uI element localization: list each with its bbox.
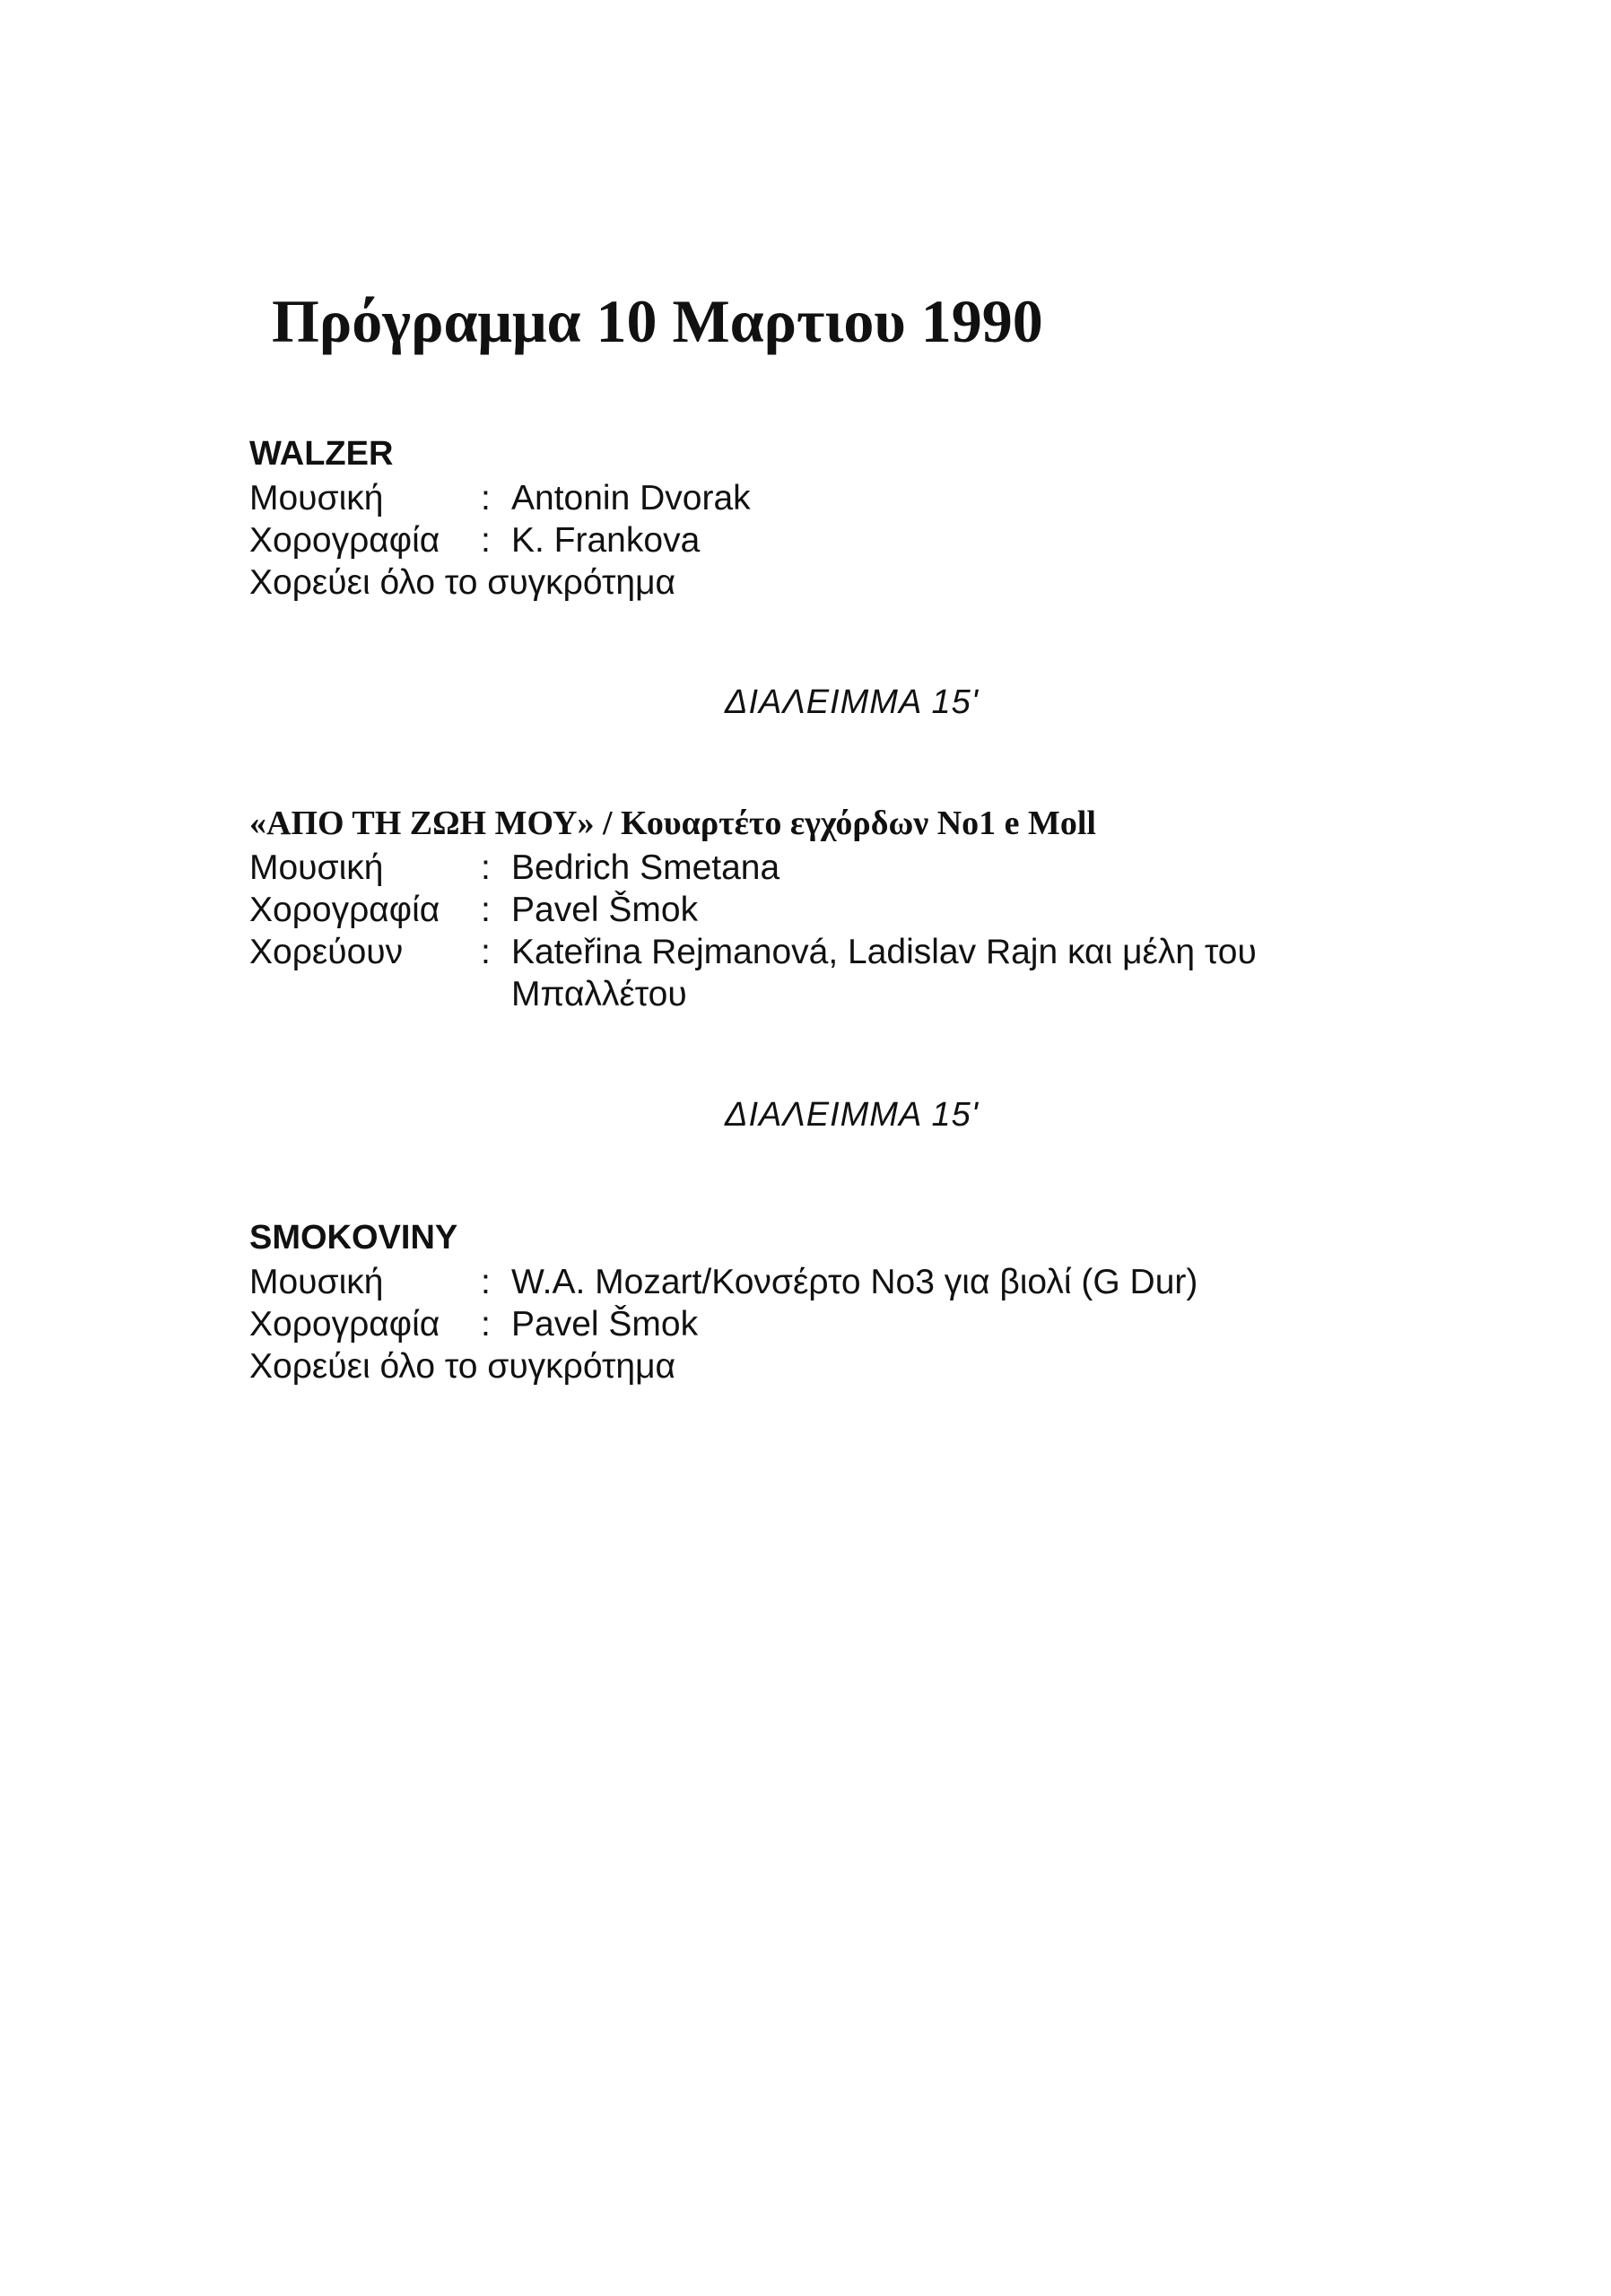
credit-row-music	[249, 847, 1408, 889]
page-title: Πρόγραμμα 10 Μαρτιου 1990	[272, 287, 1043, 355]
credit-label: Χορογραφία	[249, 521, 440, 560]
section-heading: SMOKOVINY	[249, 1219, 458, 1257]
intermission-label: ΔΙΑΛΕΙΜΜΑ 15'	[725, 1096, 979, 1134]
credit-label: Μουσική	[249, 479, 384, 517]
intermission-label: ΔΙΑΛΕΙΜΜΑ 15'	[725, 683, 979, 721]
performers-note: Χορεύει όλο το συγκρότημα	[249, 563, 676, 602]
credit-row-dancers	[249, 931, 1408, 1015]
credit-value: Kateřina Rejmanová, Ladislav Rajn και μέλη του Μπαλλέτου	[511, 933, 1257, 1013]
section-heading: «ΑΠΟ ΤΗ ΖΩΗ ΜΟΥ» / Κουαρτέτο εγχόρδων No1 e Moll	[249, 804, 1096, 842]
credit-label: Μουσική	[249, 1263, 384, 1301]
credit-row-choreography	[249, 519, 751, 561]
section-apo-ti-zoi-mou	[249, 802, 1408, 1015]
credit-value: W.A. Mozart/Κονσέρτο No3 για βιολί (G Dur)	[511, 1263, 1198, 1301]
section-smokoviny	[249, 1216, 1197, 1387]
performers-note: Χορεύει όλο το συγκρότημα	[249, 1347, 676, 1386]
credit-separator: :	[481, 848, 491, 887]
credit-separator: :	[481, 521, 491, 560]
credit-value: Antonin Dvorak	[511, 479, 751, 517]
credit-label: Μουσική	[249, 848, 384, 887]
credit-label: Χορογραφία	[249, 1305, 440, 1344]
credit-value: Pavel Šmok	[511, 1305, 699, 1344]
credit-row-music	[249, 477, 751, 519]
credit-separator: :	[481, 891, 491, 929]
section-walzer	[249, 432, 751, 604]
credit-row-choreography	[249, 1303, 1197, 1345]
section-heading: WALZER	[249, 435, 394, 473]
credit-separator: :	[481, 479, 491, 517]
credit-label: Χορογραφία	[249, 891, 440, 929]
credit-separator: :	[481, 933, 491, 971]
credit-row-choreography	[249, 889, 1408, 931]
credit-separator: :	[481, 1305, 491, 1344]
credit-value: Bedrich Smetana	[511, 848, 780, 887]
credit-label: Χορεύουν	[249, 933, 404, 971]
credit-value: K. Frankova	[511, 521, 701, 560]
credit-row-music	[249, 1261, 1197, 1303]
credit-value: Pavel Šmok	[511, 891, 699, 929]
credit-separator: :	[481, 1263, 491, 1301]
